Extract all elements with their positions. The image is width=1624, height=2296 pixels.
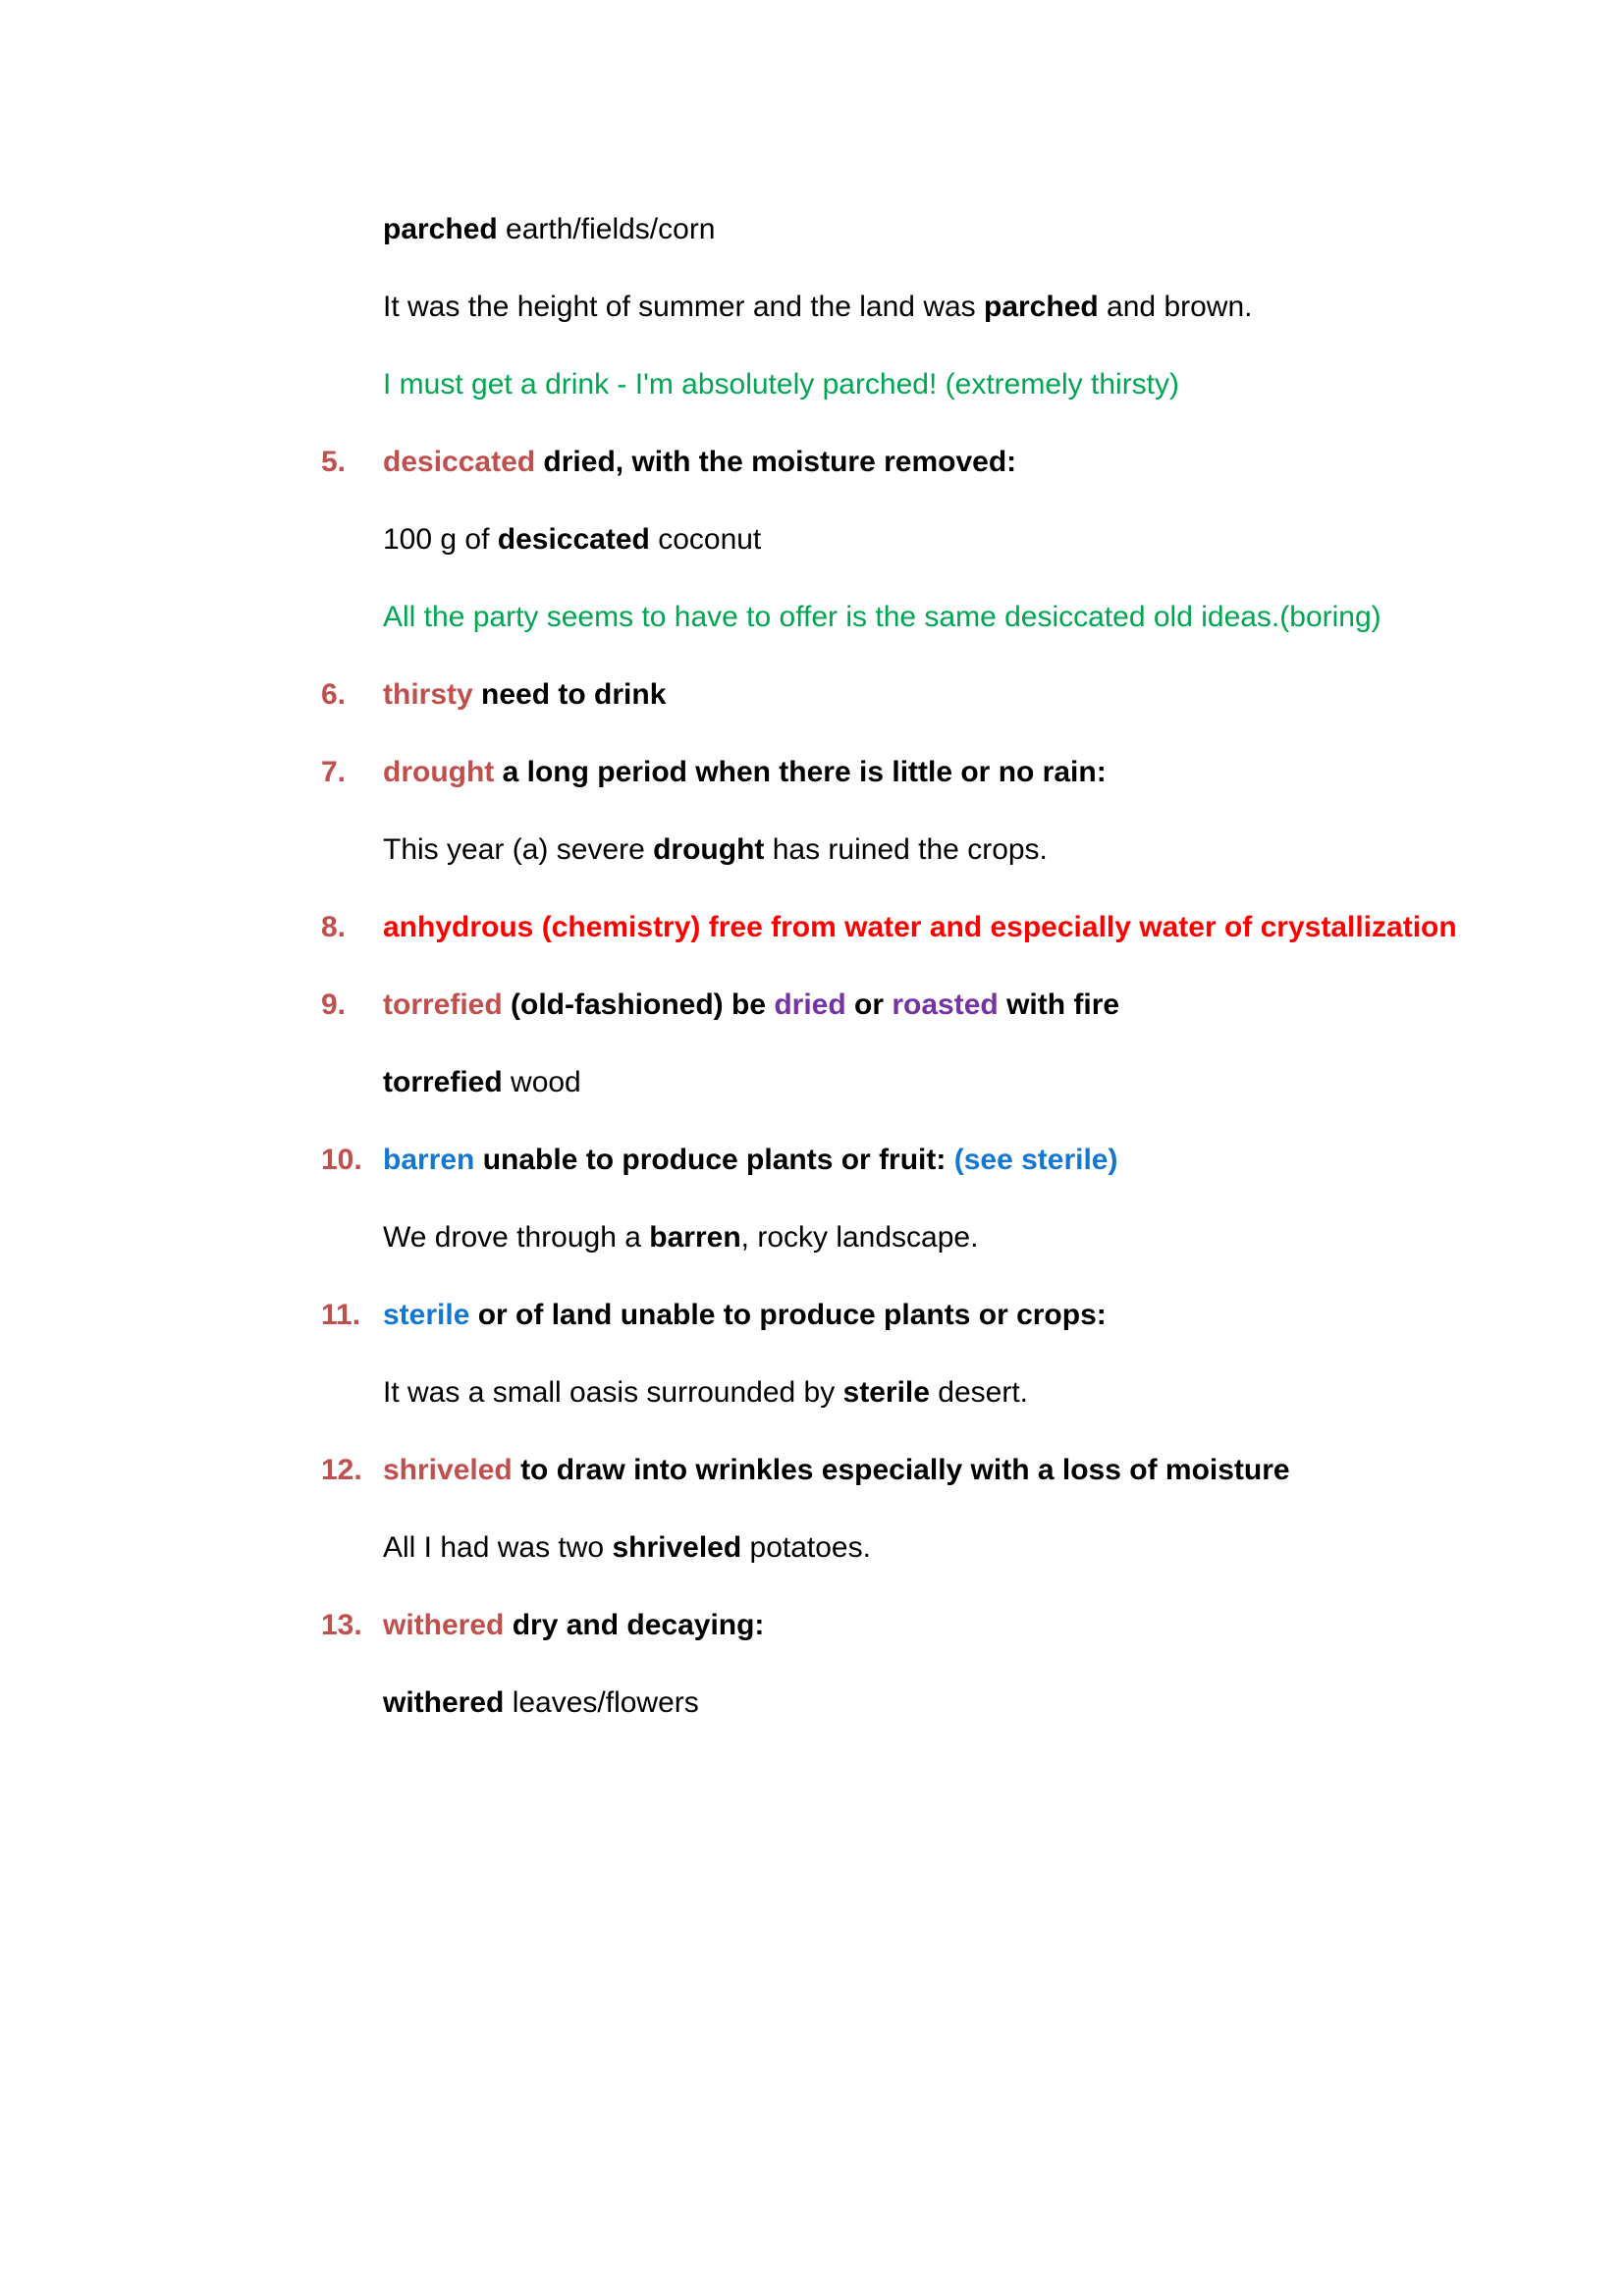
definition-item-13 [0, 1608, 1624, 1643]
text-run: desiccated [497, 523, 650, 556]
text-run: a long period when there is little or no rain: [494, 756, 1107, 788]
text-run: or of land unable to produce plants or crops: [469, 1299, 1107, 1331]
example-sentence-parched [0, 290, 1624, 325]
text-run: drought [653, 833, 765, 866]
list-number: 7. [321, 756, 347, 788]
text-run: and brown. [1098, 291, 1253, 323]
text-run: unable to produce plants or fruit: [474, 1144, 954, 1176]
definition-item-10 [0, 1143, 1624, 1178]
example-phrase-parched [0, 212, 1624, 247]
text-run: potatoes. [741, 1531, 871, 1564]
keyword-withered: withered [383, 1609, 505, 1641]
text-run: torrefied [383, 1066, 503, 1098]
text-run: wood [502, 1066, 581, 1098]
list-number: 13. [321, 1609, 362, 1641]
text-run: to draw into wrinkles especially with a loss of moisture [512, 1454, 1290, 1486]
text-run: It was the height of summer and the land was [383, 291, 984, 323]
list-number: 11. [321, 1299, 361, 1331]
example-sentence-drought [0, 832, 1624, 868]
text-run: parched [383, 213, 498, 245]
text-run: dry and decaying: [504, 1609, 765, 1641]
text-run: 100 g of [383, 523, 498, 556]
keyword-thirsty: thirsty [383, 678, 473, 711]
keyword-desiccated: desiccated [383, 446, 536, 478]
definition-item-8 [0, 910, 1624, 945]
list-number: 8. [321, 911, 347, 943]
text-run: has ruined the crops. [764, 833, 1048, 866]
text-run: leaves/flowers [504, 1686, 699, 1719]
list-number: 5. [321, 446, 347, 478]
example-phrase-withered [0, 1685, 1624, 1721]
idiom-note-parched [0, 367, 1624, 402]
keyword-shriveled: shriveled [383, 1454, 513, 1486]
text-run: desert. [929, 1376, 1028, 1409]
text-run: , rocky landscape. [740, 1221, 979, 1254]
synonym-roasted: roasted [892, 988, 999, 1021]
list-number: 9. [321, 988, 347, 1021]
definition-item-9 [0, 988, 1624, 1023]
text-run: We drove through a [383, 1221, 650, 1254]
text-run: need to drink [472, 678, 667, 711]
text-run: (old-fashioned) be [502, 988, 775, 1021]
text-run: coconut [649, 523, 762, 556]
list-number: 12. [321, 1454, 362, 1486]
text-run: parched [984, 291, 1099, 323]
keyword-torrefied: torrefied [383, 988, 503, 1021]
list-number: 10. [321, 1144, 362, 1176]
text-run: This year (a) severe [383, 833, 654, 866]
example-sentence-desiccated [0, 522, 1624, 558]
cross-reference-sterile: (see sterile) [953, 1144, 1118, 1176]
keyword-sterile: sterile [383, 1299, 470, 1331]
keyword-anhydrous: anhydrous (chemistry) free from water and especially water of crystallization [383, 911, 1457, 943]
text-run: All the party seems to have to offer is the same desiccated old ideas.(boring) [383, 601, 1381, 633]
definition-item-5 [0, 445, 1624, 480]
text-run: barren [649, 1221, 741, 1254]
synonym-dried: dried [774, 988, 846, 1021]
list-number: 6. [321, 678, 347, 711]
definition-item-7 [0, 755, 1624, 790]
text-run: with fire [998, 988, 1120, 1021]
example-phrase-torrefied [0, 1065, 1624, 1100]
text-run: earth/fields/corn [497, 213, 716, 245]
text-run: shriveled [612, 1531, 742, 1564]
text-run: All I had was two [383, 1531, 613, 1564]
example-sentence-shriveled [0, 1530, 1624, 1566]
text-run: It was a small oasis surrounded by [383, 1376, 843, 1409]
vocabulary-list [0, 212, 1624, 1763]
keyword-barren: barren [383, 1144, 475, 1176]
text-run: withered [383, 1686, 505, 1719]
text-run: or [845, 988, 893, 1021]
example-sentence-sterile [0, 1375, 1624, 1411]
definition-item-11 [0, 1298, 1624, 1333]
definition-item-6 [0, 677, 1624, 713]
text-run: I must get a drink - I'm absolutely parched! (extremely thirsty) [383, 368, 1180, 400]
idiom-note-desiccated [0, 600, 1624, 635]
keyword-drought: drought [383, 756, 495, 788]
example-sentence-barren [0, 1220, 1624, 1255]
text-run: dried, with the moisture removed: [535, 446, 1017, 478]
definition-item-12 [0, 1453, 1624, 1488]
text-run: sterile [842, 1376, 930, 1409]
